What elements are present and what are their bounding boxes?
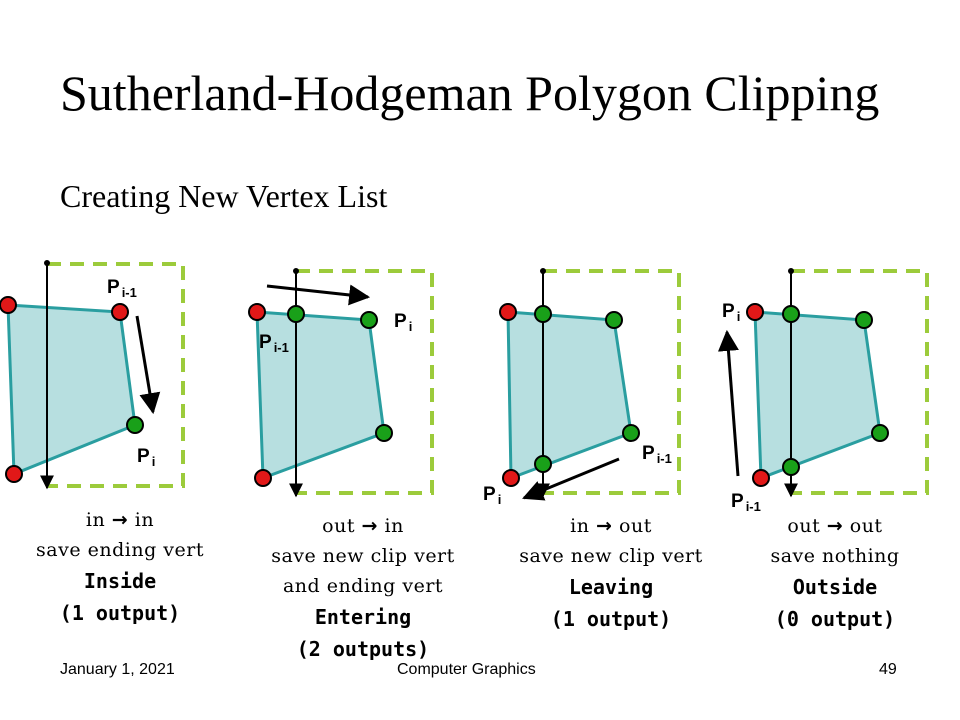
vertex-outside	[500, 304, 516, 320]
case-line: out → in	[322, 515, 404, 537]
vertex-intersection	[783, 459, 799, 475]
vertex-intersection	[535, 306, 551, 322]
edge-direction-arrow	[727, 332, 738, 476]
case-name: Inside	[83, 569, 157, 593]
polygon	[8, 305, 135, 474]
vertex-p-i	[747, 304, 763, 320]
vertex-p-i-1	[623, 425, 639, 441]
caption-inside	[20, 505, 220, 629]
polygon	[755, 312, 880, 478]
polygon	[508, 312, 631, 478]
case-line: out → out	[787, 515, 883, 537]
edge-direction-arrow	[267, 286, 368, 297]
vertex-p-i	[503, 470, 519, 486]
output-count: (1 output)	[550, 607, 672, 631]
slide-title: Sutherland-Hodgeman Polygon Clipping	[60, 65, 880, 121]
vertex-p-i-1	[249, 304, 265, 320]
label-p-i: P $_i$	[483, 484, 502, 507]
case-name: Entering	[314, 605, 412, 629]
label-p-i-1: P $_{i-1}$	[107, 277, 137, 300]
vertex-intersection	[535, 456, 551, 472]
caption-leaving	[496, 511, 726, 635]
rule-line: save ending vert	[36, 539, 204, 561]
case-line: in → out	[570, 515, 652, 537]
footer-course: Computer Graphics	[397, 661, 536, 678]
slide-subtitle: Creating New Vertex List	[60, 178, 388, 214]
label-p-i: P $_i$	[722, 301, 741, 324]
footer-page-number: 49	[879, 661, 897, 678]
label-p-i-1: P $_{i-1}$	[642, 443, 672, 466]
label-p-i: P $_i$	[137, 446, 156, 469]
output-count: (1 output)	[59, 601, 181, 625]
vertex-inside	[856, 312, 872, 328]
vertex-inside	[606, 312, 622, 328]
label-p-i-1: P $_{i-1}$	[259, 332, 289, 355]
polygon	[257, 312, 384, 478]
vertex-p-i	[361, 312, 377, 328]
vertex-outside	[0, 297, 16, 313]
footer-date: January 1, 2021	[60, 661, 175, 678]
rule-line: save new clip vert	[519, 545, 703, 567]
vertex-intersection	[288, 306, 304, 322]
vertex-outside	[255, 470, 271, 486]
edge-direction-arrow	[137, 316, 153, 412]
rule-line: and ending vert	[282, 575, 444, 597]
rule-line: save new clip vert	[271, 545, 455, 567]
panel-entering-diagram	[249, 268, 432, 496]
label-p-i-1: P $_{i-1}$	[731, 491, 761, 514]
panel-outside-diagram	[722, 268, 927, 514]
vertex-p-i-1	[753, 470, 769, 486]
case-name: Outside	[792, 575, 878, 599]
label-p-i: P $_i$	[394, 311, 413, 334]
rule-line: save nothing	[770, 545, 900, 567]
caption-entering	[248, 511, 478, 665]
output-count: (0 output)	[774, 607, 896, 631]
vertex-intersection	[783, 306, 799, 322]
panel-inside-diagram	[0, 260, 183, 488]
case-line: in → in	[85, 509, 155, 531]
vertex-inside	[872, 425, 888, 441]
vertex-outside	[6, 466, 22, 482]
vertex-p-i-1	[112, 304, 128, 320]
vertex-inside	[376, 425, 392, 441]
vertex-p-i	[127, 417, 143, 433]
panel-leaving-diagram	[483, 268, 679, 507]
caption-outside	[735, 511, 935, 635]
output-count: (2 outputs)	[296, 637, 430, 661]
case-name: Leaving	[568, 575, 654, 599]
